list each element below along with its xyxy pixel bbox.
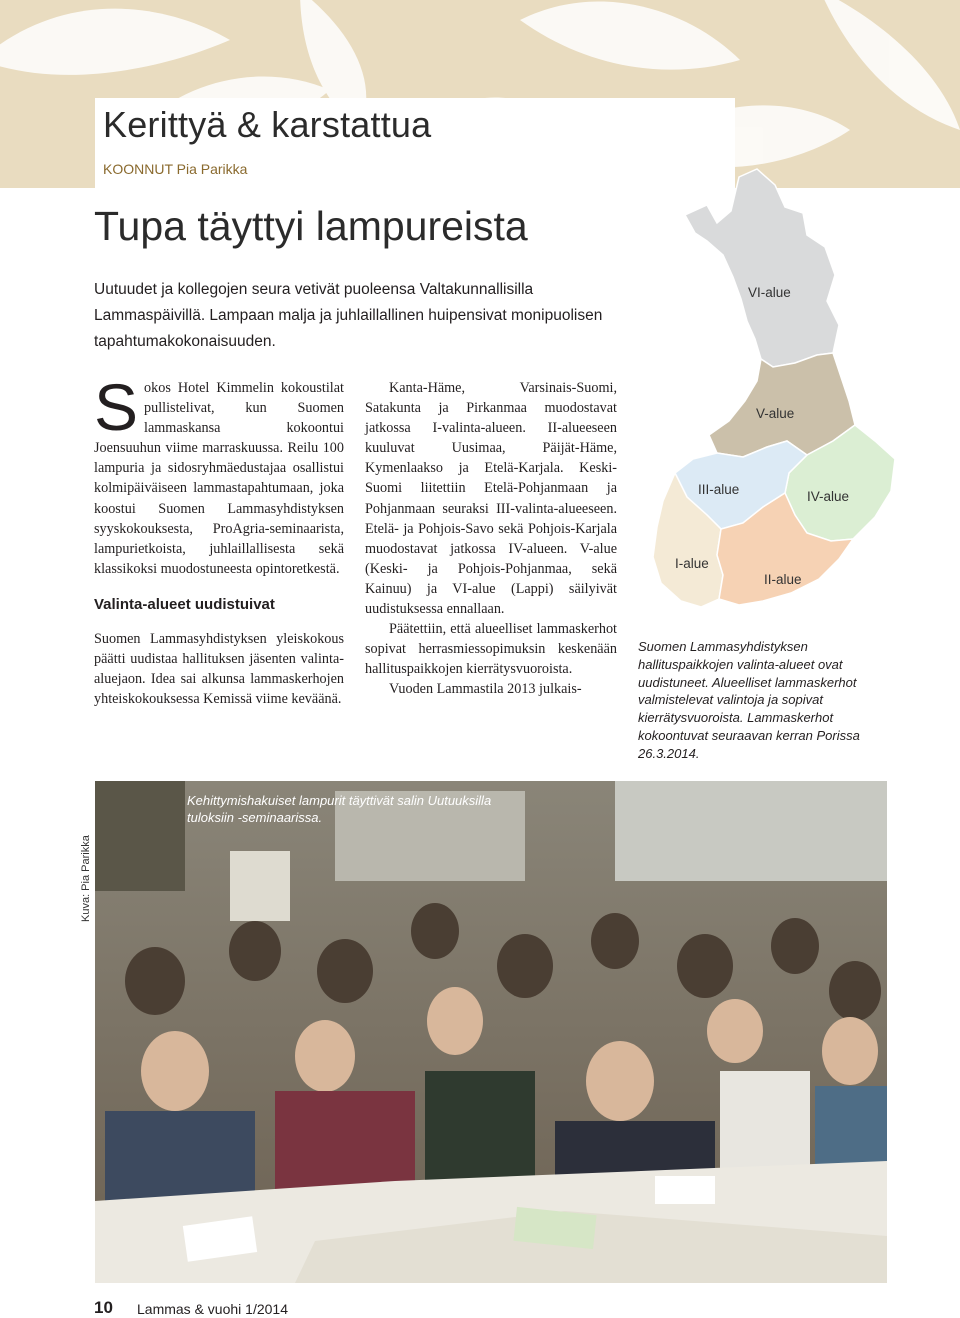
map-caption: Suomen Lammasyhdistyksen hallituspaikkojen valinta-alueet ovat uudistuneet. Alueelliset lammaskerhot valmistelevat valintoja ja sopivat kierrätysvuoroista. Lammaskerhot kokoontuvat seuraavan kerran Porissa 26.3.2014. (638, 639, 860, 761)
page-number: 10 (94, 1298, 113, 1317)
article-column-2 (365, 378, 617, 700)
map-label-iv: IV-alue (807, 489, 850, 504)
drop-cap: S (94, 370, 139, 444)
byline: KOONNUT Pia Parikka (103, 161, 248, 177)
paragraph-1-text: okos Hotel Kimmelin kokoustilat pullistelivat, kun Suomen lammaskansa kokoontui Joensuuhun viime marraskuussa. Reilu 100 lampuria ja sidosryhmäedustajaa osallistui kolmipäiväiseen lammastapahtumaan, joka koostui Suomen Lammasyhdistyksen syyskokouksesta, ProAgria-seminaarista, lampurietkoista, juhlaillallisesta sekä klassikoksi muodostuneesta opintoretkestä. (94, 380, 344, 577)
article-lead: Uutuudet ja kollegojen seura vetivät puoleensa Valtakunnallisilla Lammaspäivillä. Lampaan malja ja juhlaillallinen huipensivat monipuolisen tapahtumakokonaisuuden. (94, 281, 603, 350)
map-label-v: V-alue (756, 406, 795, 421)
seminar-photo (95, 781, 887, 1283)
subheading: Valinta-alueet uudistuivat (94, 595, 275, 613)
map-region-vi (685, 169, 839, 367)
map-label-iii: III-alue (698, 482, 740, 497)
section-title: Kerittyä & karstattua (103, 104, 432, 145)
paragraph-5: Vuoden Lammastila 2013 julkais- (389, 681, 582, 698)
article-column-1 (94, 370, 344, 709)
finland-region-map (635, 155, 955, 625)
article-title: Tupa täyttyi lampureista (94, 203, 528, 249)
seminar-audience-illustration (95, 781, 887, 1283)
photo-credit: Kuva: Pia Parikka (80, 835, 92, 922)
paragraph-3: Kanta-Häme, Varsinais-Suomi, Satakunta ja Pirkanmaa muodostavat jatkossa I-valinta-alueen. II-alueeseen kuuluvat Uusimaa, Päijät-Häme, Kymenlaakso ja Etelä-Karjala. Keski-Suomi liitettiin Etelä-Pohjanmaan ja Pohjanmaan seuraksi III-valinta-alueeseen. Etelä- ja Pohjois-Savo sekä Pohjois-Karjala muodostavat jatkossa IV-alueen. V-alue (Keski- ja Pohjois-Pohjanmaa, sekä Kainuu) ja VI-alue (Lappi) säilyivät uudistuksessa ennallaan. (365, 380, 617, 618)
paragraph-1 (94, 370, 344, 579)
paragraph-2: Suomen Lammasyhdistyksen yleiskokous päätti uudistaa hallituksen jäsenten valinta-aluejaon. Idea sai alkunsa lammaskerhojen yhteiskokouksessa Kemissä viime keväänä. (94, 631, 344, 708)
map-label-ii: II-alue (764, 572, 802, 587)
photo-caption: Kehittymishakuiset lampurit täyttivät salin Uutuuksilla tuloksiin -seminaarissa. (187, 793, 492, 825)
map-label-vi: VI-alue (748, 285, 791, 300)
magazine-issue: Lammas & vuohi 1/2014 (137, 1301, 288, 1317)
map-label-i: I-alue (675, 556, 709, 571)
paragraph-4: Päätettiin, että alueelliset lammaskerhot sopivat herrasmiessopimuksin keskenään hallituspaikkojen kierrätysvuoroista. (365, 621, 617, 678)
